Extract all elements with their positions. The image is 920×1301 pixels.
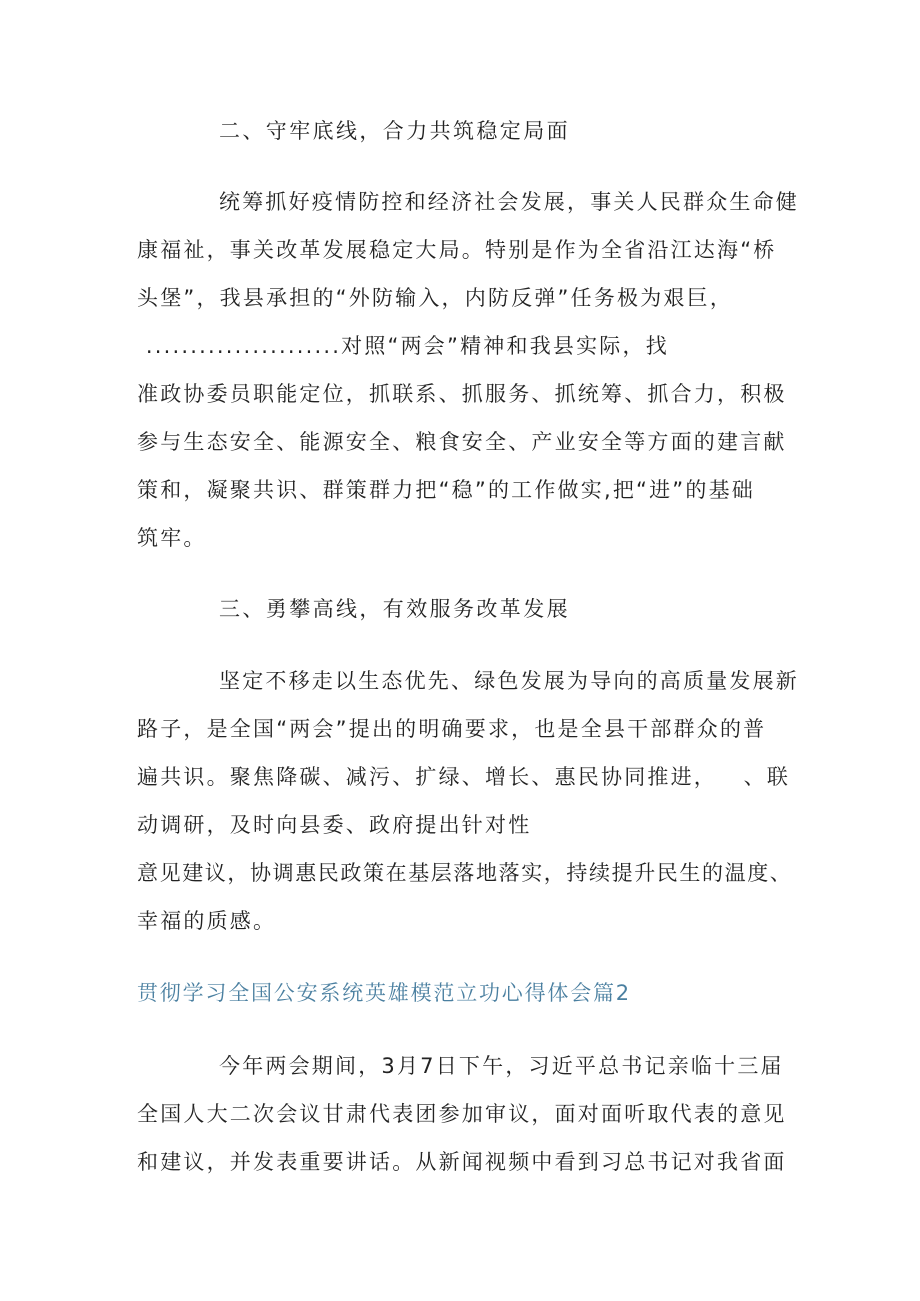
paragraph-line: 幸福的质感。 <box>137 909 277 933</box>
paragraph-line: 坚定不移走以生态优先、绿色发展为导向的高质量发展新 <box>219 669 799 693</box>
paragraph-line: 意见建议，协调惠民政策在基层落地落实，持续提升民生的温度、 <box>137 861 793 885</box>
paragraph-line: 遍共识。聚焦降碳、减污、扩绿、增长、惠民协同推进， 、联 <box>137 765 791 789</box>
paragraph-line: ......................对照“两会”精神和我县实际，找 <box>137 334 669 358</box>
paragraph-line: 筑牢。 <box>137 526 207 550</box>
paragraph-line: 全国人大二次会议甘肃代表团参加审议，面对面听取代表的意见 <box>137 1102 787 1126</box>
paragraph-line: 和建议，并发表重要讲话。从新闻视频中看到习总书记对我省面 <box>137 1150 787 1174</box>
section-2-heading: 二、守牢底线，合力共筑稳定局面 <box>219 119 570 143</box>
paragraph-line: 头堡”，我县承担的“外防输入，内防反弹”任务极为艰巨， <box>137 286 734 310</box>
section-3-heading: 三、勇攀高线，有效服务改革发展 <box>219 597 570 621</box>
paragraph-line: 策和，凝聚共识、群策群力把“稳”的工作做实,把“进”的基础 <box>137 478 755 502</box>
paragraph-line: 参与生态安全、能源安全、粮食安全、产业安全等方面的建言献 <box>137 430 787 454</box>
article-2-title: 贯彻学习全国公安系统英雄模范立功心得体会篇2 <box>137 981 631 1005</box>
paragraph-line: 康福祉，事关改革发展稳定大局。特别是作为全省沿江达海“桥 <box>137 238 777 262</box>
paragraph-line: 准政协委员职能定位，抓联系、抓服务、抓统筹、抓合力，积极 <box>137 382 787 406</box>
paragraph-line: 统筹抓好疫情防控和经济社会发展，事关人民群众生命健 <box>219 190 799 214</box>
paragraph-line: 路子，是全国“两会”提出的明确要求，也是全县干部群众的普 <box>137 717 767 741</box>
paragraph-line: 今年两会期间，3月7日下午，习近平总书记亲临十三届 <box>219 1054 784 1078</box>
paragraph-line: 动调研，及时向县委、政府提出针对性 <box>137 813 532 837</box>
